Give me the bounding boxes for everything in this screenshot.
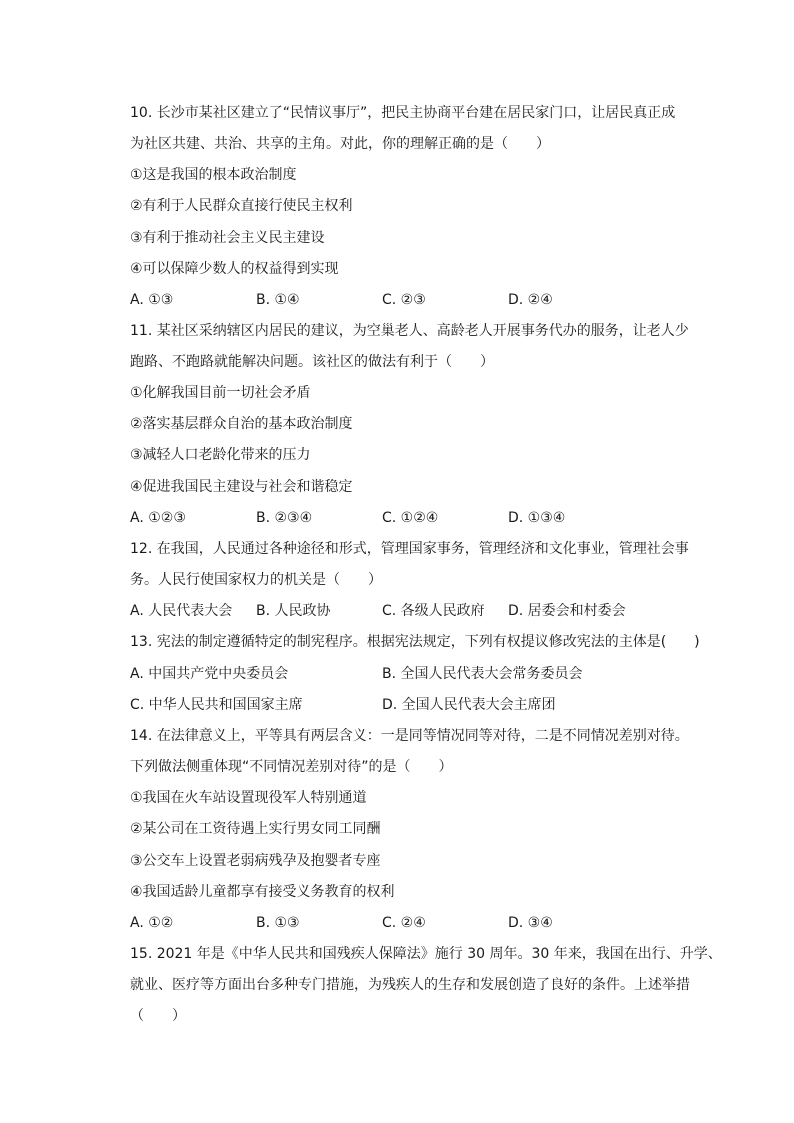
statement: ④可以保障少数人的权益得到实现 (130, 261, 339, 277)
option-d: D. 居委会和村委会 (508, 603, 626, 619)
statement: ②落实基层群众自治的基本政治制度 (130, 416, 353, 432)
option-a: A. 人民代表大会 (130, 603, 233, 619)
statement: ③公交车上设置老弱病残孕及抱婴者专座 (130, 853, 381, 869)
option-d: D. ③④ (508, 915, 553, 931)
option-a: A. ①③ (130, 292, 174, 308)
option-c: C. 各级人民政府 (382, 603, 485, 619)
question-stem-line: 11. 某社区采纳辖区内居民的建议，为空巢老人、高龄老人开展事务代办的服务，让老人少 (130, 323, 689, 339)
statement: ④我国适龄儿童都享有接受义务教育的权利 (130, 884, 395, 900)
statement: ③有利于推动社会主义民主建设 (130, 230, 325, 246)
option-b: B. 人民政协 (256, 603, 331, 619)
option-a: A. ①②③ (130, 510, 186, 526)
statement: ①化解我国目前一切社会矛盾 (130, 385, 311, 401)
option-d: D. ①③④ (508, 510, 566, 526)
option-a: A. ①② (130, 915, 174, 931)
question-stem-line: 跑路、不跑路就能解决问题。该社区的做法有利于（ ） (130, 354, 494, 370)
statement: ④促进我国民主建设与社会和谐稳定 (130, 479, 353, 495)
option-c: C. ②③ (382, 292, 426, 308)
statement: ③减轻人口老龄化带来的压力 (130, 447, 311, 463)
statement: ①我国在火车站设置现役军人特别通道 (130, 790, 367, 806)
question-stem-line: 15. 2021 年是《中华人民共和国残疾人保障法》施行 30 周年。30 年来，我国在出行、升学、 (130, 946, 722, 962)
question-stem-line: 14. 在法律意义上，平等具有两层含义：一是同等情况同等对待，二是不同情况差别对待。 (130, 728, 689, 744)
statement: ①这是我国的根本政治制度 (130, 167, 297, 183)
statement: ②有利于人民群众直接行使民主权利 (130, 198, 353, 214)
option-b: B. ①④ (256, 292, 300, 308)
option-d: D. 全国人民代表大会主席团 (382, 697, 556, 713)
question-stem-line: 就业、医疗等方面出台多种专门措施，为残疾人的生存和发展创造了良好的条件。上述举措 (130, 977, 690, 993)
question-stem-line: 下列做法侧重体现“不同情况差别对待”的是（ ） (130, 759, 453, 775)
question-stem-line: （ ） (130, 1008, 186, 1024)
question-stem-line: 13. 宪法的制定遵循特定的制宪程序。根据宪法规定，下列有权提议修改宪法的主体是( ) (130, 634, 700, 650)
option-a: A. 中国共产党中央委员会 (130, 666, 289, 682)
option-c: C. 中华人民共和国国家主席 (130, 697, 303, 713)
option-d: D. ②④ (508, 292, 553, 308)
option-b: B. ②③④ (256, 510, 313, 526)
question-stem-line: 为社区共建、共治、共享的主角。对此，你的理解正确的是（ ） (130, 136, 550, 152)
question-stem-line: 务。人民行使国家权力的机关是（ ） (130, 572, 382, 588)
option-c: C. ②④ (382, 915, 426, 931)
option-b: B. 全国人民代表大会常务委员会 (382, 666, 583, 682)
option-c: C. ①②④ (382, 510, 439, 526)
question-stem-line: 12. 在我国，人民通过各种途径和形式，管理国家事务，管理经济和文化事业，管理社会事 (130, 541, 689, 557)
question-stem-line: 10. 长沙市某社区建立了“民情议事厅”，把民主协商平台建在居民家门口，让居民真正成 (130, 105, 676, 121)
option-b: B. ①③ (256, 915, 300, 931)
statement: ②某公司在工资待遇上实行男女同工同酬 (130, 821, 381, 837)
